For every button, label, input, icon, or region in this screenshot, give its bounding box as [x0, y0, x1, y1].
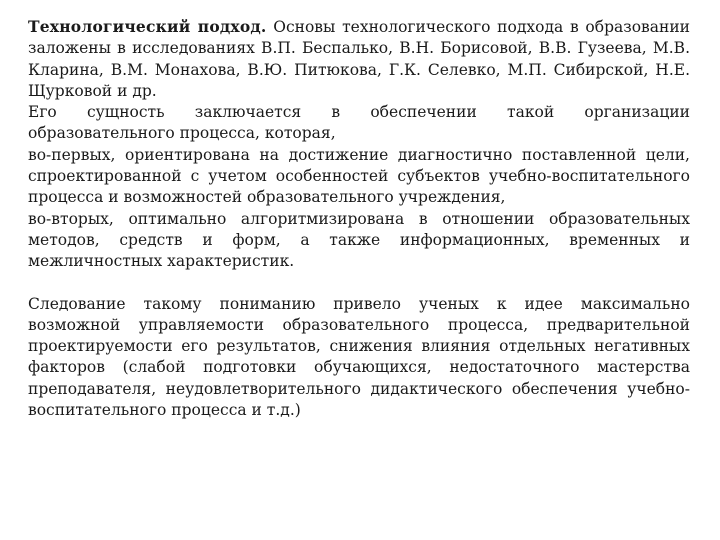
first-point-line-2: спроектированной с учетом особенностей субъектов учебно-воспитательного: [28, 167, 690, 186]
first-point-line-1: во-первых, ориентирована на достижение диагностично поставленной цели,: [28, 145, 690, 164]
section-lead-heading: Технологический подход.: [28, 17, 267, 36]
intro-line-2: заложены в исследованиях В.П. Беспалько, В.Н. Борисовой, В.В. Гузеева, М.В.: [28, 39, 690, 58]
intro-line-1: [28, 16, 690, 38]
conclusion-line-2: возможной управляемости образовательного процесса, предварительной: [28, 315, 690, 334]
second-point-line-3: межличностных характеристик.: [28, 252, 295, 271]
second-point-line-1: во-вторых, оптимально алгоритмизирована в отношении образовательных: [28, 209, 690, 228]
conclusion-line-1: Следование такому пониманию привело ученых к идее максимально: [28, 294, 690, 313]
second-point-line-2: методов, средств и форм, а также информационных, временных и: [28, 230, 690, 249]
conclusion-line-3: проектируемости его результатов, снижения влияния отдельных негативных: [28, 337, 690, 356]
intro-line-3: Кларина, В.М. Монахова, В.Ю. Питюкова, Г.К. Селевко, М.П. Сибирской, Н.Е.: [28, 60, 690, 79]
intro-line-4: Щурковой и др.: [28, 81, 157, 100]
conclusion-line-4: факторов (слабой подготовки обучающихся, недостаточного мастерства: [28, 358, 690, 377]
essence-line-2: образовательного процесса, которая,: [28, 124, 336, 143]
conclusion-line-5: преподавателя, неудовлетворительного дидактического обеспечения учебно-: [28, 379, 690, 398]
conclusion-line-6: воспитательного процесса и т.д.): [28, 401, 301, 420]
slide-text-body: [28, 16, 690, 421]
essence-line-1: Его сущность заключается в обеспечении такой организации: [28, 103, 690, 122]
intro-line-1-text: Основы технологического подхода в образовании: [266, 18, 690, 36]
paragraph-gap: [28, 273, 690, 294]
first-point-line-3: процесса и возможностей образовательного учреждения,: [28, 188, 506, 207]
